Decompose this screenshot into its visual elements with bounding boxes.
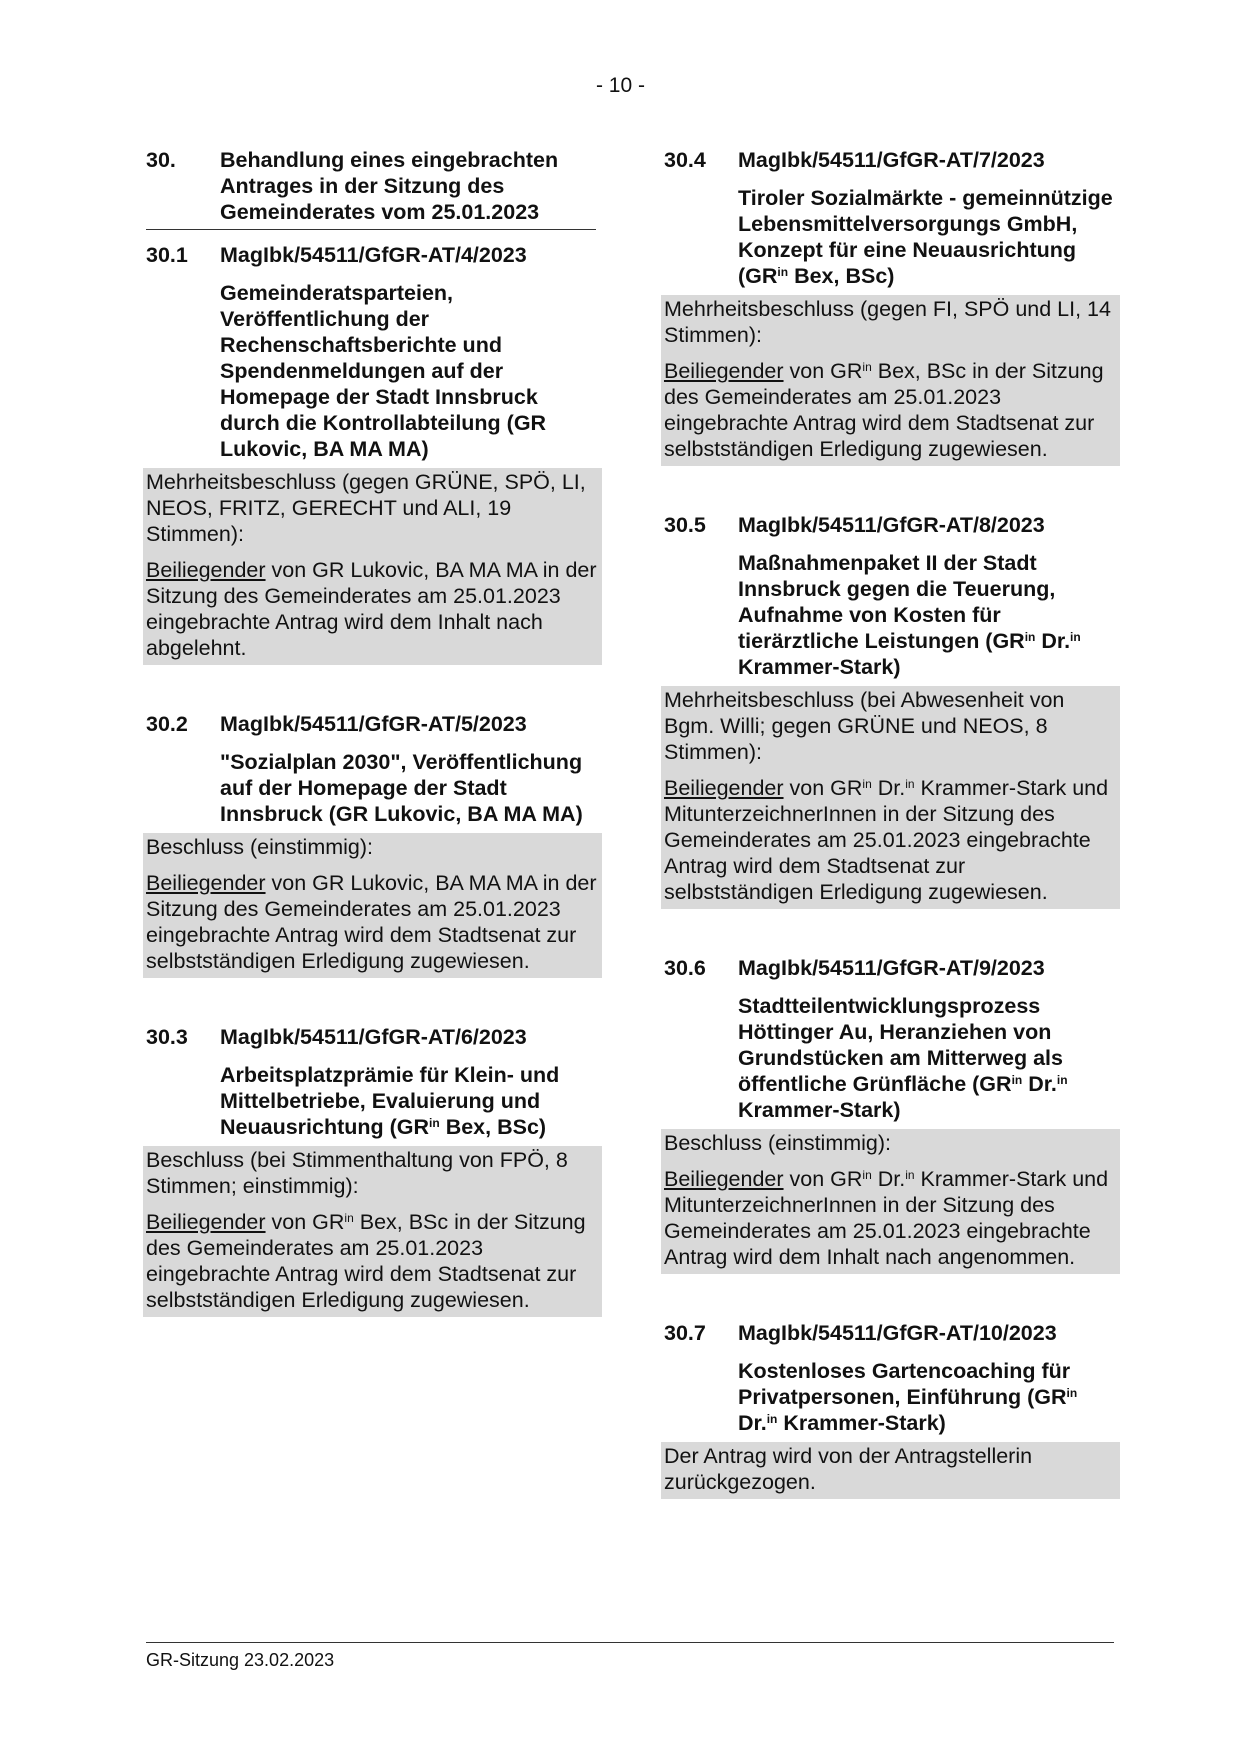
item-reference: MagIbk/54511/GfGR-AT/7/2023	[738, 148, 1045, 172]
title-part: Krammer-Stark)	[738, 1098, 901, 1122]
resolution-body	[146, 870, 599, 974]
agenda-item-30-5	[664, 512, 1114, 909]
underlined-word: Beiliegender	[146, 871, 266, 895]
underlined-word: Beiliegender	[146, 1210, 266, 1234]
resolution-text: Beschluss (einstimmig):	[664, 1131, 891, 1155]
resolution-body	[146, 557, 599, 661]
title-sup: in	[1070, 630, 1081, 644]
item-number: 30.1	[146, 243, 188, 267]
body-text: von GR	[783, 1167, 863, 1191]
title-part: Maßnahmenpaket II der Stadt Innsbruck gegen die Teuerung, Aufnahme von Kosten für tierärztliche Leistungen (GR	[738, 551, 1056, 653]
underlined-word: Beiliegender	[664, 776, 784, 800]
title-part: Tiroler Sozialmärkte - gemeinnützige Lebensmittelversorgungs GmbH, Konzept für eine Neuausrichtung (GR	[738, 186, 1113, 288]
title-part: Dr.	[1022, 1072, 1057, 1096]
agenda-item-30-2	[146, 711, 596, 978]
title-part: Krammer-Stark)	[738, 655, 901, 679]
body-text: von GR Lukovic, BA MA MA in der Sitzung des Gemeinderates am 25.01.2023 eingebrachte Antrag wird dem Stadtsenat zur selbstständigen Erledigung zugewiesen.	[146, 871, 597, 973]
item-reference: MagIbk/54511/GfGR-AT/10/2023	[738, 1321, 1057, 1345]
title-sup: in	[1056, 1073, 1068, 1087]
body-text: Bex, BSc in der Sitzung des Gemeinderates am 25.01.2023 eingebrachte Antrag wird dem Stadtsenat zur selbstständigen Erledigung zugewiesen.	[146, 1210, 586, 1312]
title-sup: in	[429, 1116, 440, 1130]
body-text: Dr.	[871, 776, 906, 800]
body-text: Krammer-Stark und MitunterzeichnerInnen in der Sitzung des Gemeinderates am 25.01.2023 eingebrachte Antrag wird dem Stadtsenat zur selbstständigen Erledigung zugewiesen.	[664, 776, 1109, 904]
item-title: "Sozialplan 2030", Veröffentlichung auf der Homepage der Stadt Innsbruck (GR Lukovic, BA MA MA)	[220, 750, 583, 826]
title-sup: in	[1011, 1073, 1023, 1087]
title-part: Stadtteilentwicklungsprozess Höttinger Au, Heranziehen von Grundstücken am Mitterweg als öffentliche Grünfläche (GR	[738, 994, 1063, 1096]
resolution-box	[661, 686, 1120, 909]
body-text: von GR Lukovic, BA MA MA in der Sitzung des Gemeinderates am 25.01.2023 eingebrachte Antrag wird dem Inhalt nach abgelehnt.	[146, 558, 597, 660]
body-text: von GR	[783, 776, 863, 800]
underlined-word: Beiliegender	[146, 558, 266, 582]
item-title	[738, 993, 1114, 1123]
resolution-text: Mehrheitsbeschluss (gegen GRÜNE, SPÖ, LI, NEOS, FRITZ, GERECHT und ALI, 19 Stimmen):	[146, 470, 586, 546]
resolution-body	[664, 358, 1117, 462]
item-reference: MagIbk/54511/GfGR-AT/4/2023	[220, 243, 527, 267]
resolution-body	[664, 1166, 1117, 1270]
item-number: 30.6	[664, 956, 706, 980]
body-text: von GR	[265, 1210, 345, 1234]
resolution-text: Beschluss (einstimmig):	[146, 835, 373, 859]
agenda-item-30-6	[664, 955, 1114, 1274]
body-sup: in	[905, 1168, 915, 1182]
item-number: 30.2	[146, 712, 188, 736]
item-number: 30.4	[664, 148, 706, 172]
resolution-text: Mehrheitsbeschluss (gegen FI, SPÖ und LI, 14 Stimmen):	[664, 297, 1111, 347]
body-text: von GR	[783, 359, 863, 383]
right-column	[664, 147, 1114, 1499]
item-number: 30.7	[664, 1321, 706, 1345]
footer-divider	[146, 1642, 1114, 1643]
body-text: Krammer-Stark und MitunterzeichnerInnen in der Sitzung des Gemeinderates am 25.01.2023 eingebrachte Antrag wird dem Inhalt nach angenommen.	[664, 1167, 1109, 1269]
body-sup: in	[862, 360, 872, 374]
title-sup: in	[1024, 630, 1036, 644]
page-number: - 10 -	[595, 74, 645, 97]
section-number: 30.	[146, 148, 176, 172]
resolution-box	[143, 468, 602, 665]
left-column	[146, 147, 596, 1317]
resolution-text: Mehrheitsbeschluss (bei Abwesenheit von Bgm. Willi; gegen GRÜNE und NEOS, 8 Stimmen):	[664, 688, 1065, 764]
agenda-item-30-7	[664, 1320, 1114, 1499]
resolution-body	[664, 775, 1117, 905]
title-part: Krammer-Stark)	[777, 1411, 946, 1435]
title-sup: in	[1066, 1386, 1078, 1400]
resolution-box	[661, 1129, 1120, 1274]
title-part: Arbeitsplatzprämie für Klein- und Mittelbetriebe, Evaluierung und Neuausrichtung (GR	[220, 1063, 560, 1139]
title-part: Dr.	[1035, 629, 1071, 653]
item-reference: MagIbk/54511/GfGR-AT/9/2023	[738, 956, 1045, 980]
resolution-box	[661, 1442, 1120, 1499]
title-part: Dr.	[738, 1411, 767, 1435]
item-title	[220, 1062, 596, 1140]
section-heading	[146, 147, 596, 230]
resolution-text: Beschluss (bei Stimmenthaltung von FPÖ, 8 Stimmen; einstimmig):	[146, 1148, 568, 1198]
body-text: Dr.	[871, 1167, 906, 1191]
agenda-item-30-4	[664, 147, 1114, 466]
underlined-word: Beiliegender	[664, 1167, 784, 1191]
item-reference: MagIbk/54511/GfGR-AT/6/2023	[220, 1025, 527, 1049]
body-sup: in	[862, 1168, 872, 1182]
title-part: Kostenloses Gartencoaching für Privatpersonen, Einführung (GR	[738, 1359, 1071, 1409]
body-sup: in	[862, 777, 872, 791]
item-title	[738, 550, 1114, 680]
body-sup: in	[905, 777, 915, 791]
item-number: 30.3	[146, 1025, 188, 1049]
item-title	[738, 1358, 1114, 1436]
body-sup: in	[344, 1211, 354, 1225]
footer-text: GR-Sitzung 23.02.2023	[146, 1650, 335, 1670]
resolution-body	[146, 1209, 599, 1313]
item-title: Gemeinderatsparteien, Veröffentlichung der Rechenschaftsberichte und Spendenmeldungen auf der Homepage der Stadt Innsbruck durch die Kontrollabteilung (GR Lukovic, BA MA MA)	[220, 281, 547, 461]
title-part: Bex, BSc)	[788, 264, 895, 288]
underlined-word: Beiliegender	[664, 359, 784, 383]
resolution-box	[661, 295, 1120, 466]
agenda-item-30-3	[146, 1024, 596, 1317]
item-reference: MagIbk/54511/GfGR-AT/5/2023	[220, 712, 527, 736]
item-title	[738, 185, 1114, 289]
resolution-box	[143, 1146, 602, 1317]
body-text: Bex, BSc in der Sitzung des Gemeinderates am 25.01.2023 eingebrachte Antrag wird dem Stadtsenat zur selbstständigen Erledigung zugewiesen.	[664, 359, 1104, 461]
title-sup: in	[766, 1412, 778, 1426]
item-number: 30.5	[664, 513, 706, 537]
section-title: Behandlung eines eingebrachten Antrages in der Sitzung des Gemeinderates vom 25.01.2023	[220, 148, 559, 224]
title-part: Bex, BSc)	[439, 1115, 547, 1139]
resolution-text: Der Antrag wird von der Antragstellerin zurückgezogen.	[664, 1444, 1033, 1494]
item-reference: MagIbk/54511/GfGR-AT/8/2023	[738, 513, 1045, 537]
resolution-box	[143, 833, 602, 978]
title-sup: in	[777, 265, 789, 279]
agenda-item-30-1	[146, 242, 596, 665]
